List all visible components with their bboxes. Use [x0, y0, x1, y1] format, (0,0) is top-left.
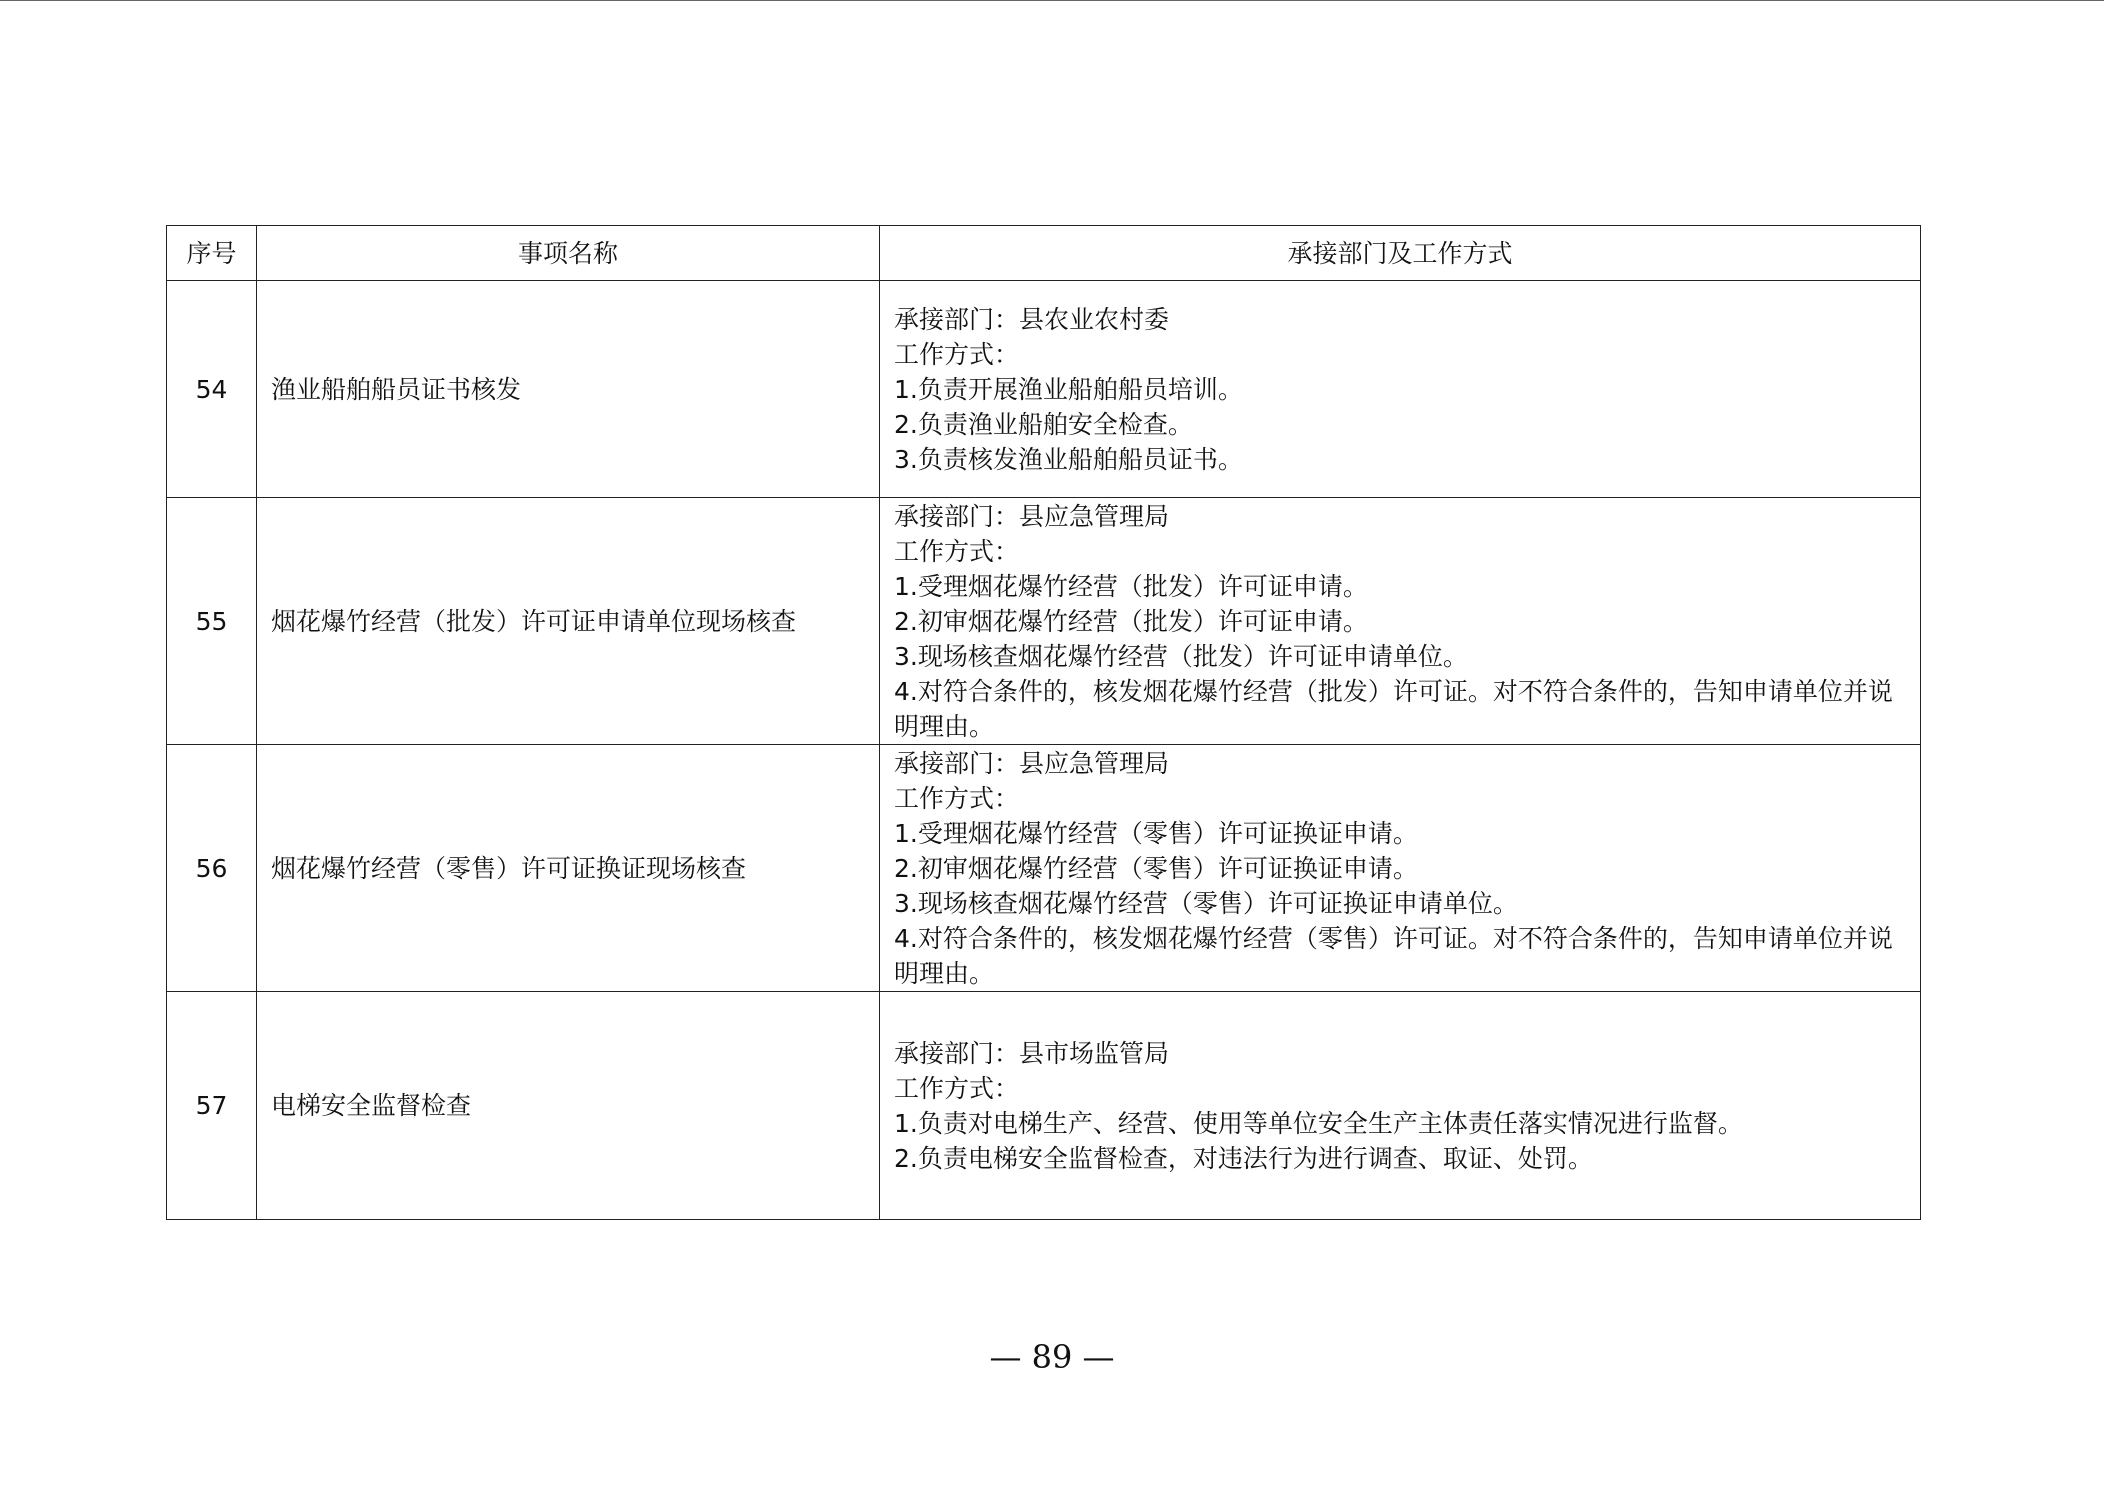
items-table [166, 225, 1921, 1220]
row-item-name: 烟花爆竹经营（批发）许可证申请单位现场核查 [257, 498, 880, 745]
page-number: — 89 — [989, 1338, 1115, 1376]
work-line: 2.负责渔业船舶安全检查。 [894, 409, 1193, 439]
work-line: 工作方式： [894, 536, 1020, 566]
work-line: 承接部门：县应急管理局 [894, 748, 1170, 778]
row-seq: 55 [167, 498, 257, 745]
header-item-name: 事项名称 [257, 226, 880, 281]
top-border-line [0, 0, 2104, 1]
work-line: 工作方式： [894, 339, 1020, 369]
row-item-name: 渔业船舶船员证书核发 [257, 281, 880, 498]
row-seq: 57 [167, 992, 257, 1220]
work-line: 承接部门：县应急管理局 [894, 501, 1170, 531]
row-item-name: 烟花爆竹经营（零售）许可证换证现场核查 [257, 745, 880, 992]
work-line: 1.负责开展渔业船舶船员培训。 [894, 374, 1243, 404]
work-line: 承接部门：县农业农村委 [894, 304, 1170, 334]
row-work-method [880, 498, 1921, 745]
table-header-row [167, 226, 1921, 281]
work-line: 3.负责核发渔业船舶船员证书。 [894, 444, 1243, 474]
table-row [167, 745, 1921, 992]
table-row [167, 992, 1921, 1220]
work-line: 2.负责电梯安全监督检查，对违法行为进行调查、取证、处罚。 [894, 1143, 1593, 1173]
work-line: 1.受理烟花爆竹经营（批发）许可证申请。 [894, 571, 1368, 601]
header-seq: 序号 [167, 226, 257, 281]
row-seq: 54 [167, 281, 257, 498]
work-line: 4.对符合条件的，核发烟花爆竹经营（批发）许可证。对不符合条件的，告知申请单位并说明理由。 [894, 676, 1893, 741]
work-line: 2.初审烟花爆竹经营（批发）许可证申请。 [894, 606, 1368, 636]
work-line: 3.现场核查烟花爆竹经营（批发）许可证申请单位。 [894, 641, 1468, 671]
work-line: 2.初审烟花爆竹经营（零售）许可证换证申请。 [894, 853, 1418, 883]
row-work-method [880, 992, 1921, 1220]
work-line: 承接部门：县市场监管局 [894, 1038, 1170, 1068]
table-row [167, 498, 1921, 745]
row-work-method [880, 745, 1921, 992]
row-item-name: 电梯安全监督检查 [257, 992, 880, 1220]
table-row [167, 281, 1921, 498]
work-line: 工作方式： [894, 1073, 1020, 1103]
work-line: 1.负责对电梯生产、经营、使用等单位安全生产主体责任落实情况进行监督。 [894, 1108, 1743, 1138]
work-line: 1.受理烟花爆竹经营（零售）许可证换证申请。 [894, 818, 1418, 848]
row-work-method [880, 281, 1921, 498]
row-seq: 56 [167, 745, 257, 992]
work-line: 4.对符合条件的，核发烟花爆竹经营（零售）许可证。对不符合条件的，告知申请单位并说明理由。 [894, 923, 1893, 988]
work-line: 工作方式： [894, 783, 1020, 813]
work-line: 3.现场核查烟花爆竹经营（零售）许可证换证申请单位。 [894, 888, 1518, 918]
header-dept-method: 承接部门及工作方式 [880, 226, 1921, 281]
